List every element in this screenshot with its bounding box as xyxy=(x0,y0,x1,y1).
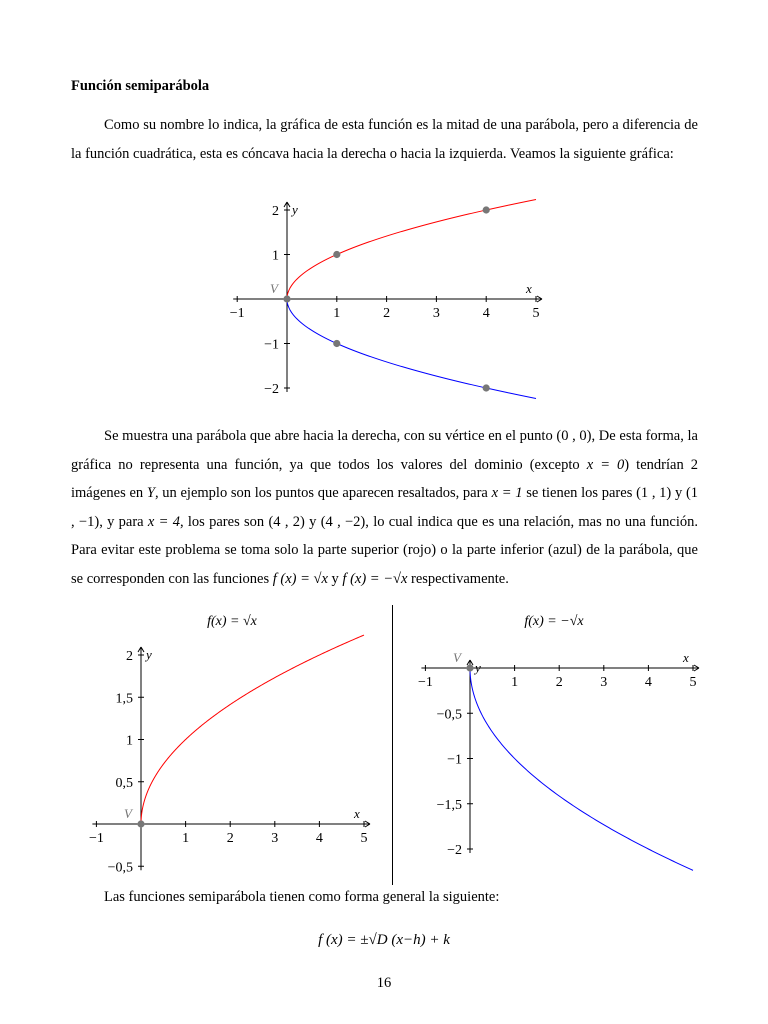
c2-ytick-label: 2 xyxy=(126,649,133,664)
c2-ytick-label: −0,5 xyxy=(107,860,133,875)
c1-point xyxy=(483,206,490,213)
c1-point xyxy=(283,295,290,302)
chart1-lower-curve xyxy=(287,299,536,399)
c2-xtick-label: 2 xyxy=(226,831,234,846)
c1-xtick-label: 3 xyxy=(432,306,440,321)
chart3-title: f(x) = −√x xyxy=(524,614,584,629)
general-form-paragraph: Las funciones semiparábola tienen como forma general la siguiente: xyxy=(104,889,500,905)
chart2-curve xyxy=(141,635,364,824)
chart3-curve xyxy=(470,668,693,870)
chart1-upper-curve xyxy=(287,199,536,299)
c2-xtick-label: 4 xyxy=(315,831,323,846)
c3-xtick-label: −1 xyxy=(417,675,433,690)
c1-ytick-label: −2 xyxy=(264,382,279,397)
c2-point xyxy=(137,820,144,827)
c3-xtick-label: 5 xyxy=(689,675,697,690)
chart3-xlabel: x xyxy=(683,650,689,665)
c3-ytick-label: −1 xyxy=(447,752,462,768)
c3-ytick-label: −2 xyxy=(447,843,462,858)
c3-xtick-label: 3 xyxy=(600,675,608,690)
page-number: 16 xyxy=(376,975,392,991)
general-formula: f (x) = ±√D (x−h) + k xyxy=(318,932,450,948)
chart2-ylabel: y xyxy=(146,647,152,662)
c1-xtick-label: 4 xyxy=(482,306,490,321)
c2-ytick-label: 1 xyxy=(126,733,133,749)
chart2-title: f(x) = √x xyxy=(207,614,257,629)
c2-xtick-label: 5 xyxy=(360,831,368,846)
c1-xtick-label: −1 xyxy=(229,306,245,321)
c3-ytick-label: −1,5 xyxy=(436,797,462,813)
c3-ytick-label: −0,5 xyxy=(436,707,462,723)
c2-xtick-label: −1 xyxy=(88,831,104,846)
c1-xtick-label: 5 xyxy=(532,306,540,321)
c2-xtick-label: 3 xyxy=(271,831,279,846)
chart3-tick-labels xyxy=(418,665,697,858)
c1-point xyxy=(483,384,490,391)
c1-point xyxy=(333,340,340,347)
c2-ytick-label: 1,5 xyxy=(115,691,133,707)
c1-xtick-label: 2 xyxy=(383,306,391,321)
intro-paragraph: Como su nombre lo indica, la gráfica de esta función es la mitad de una parábola, pero a diferencia de la función cuadrática, esta es cóncava hacia la derecha o hacia la izquierda. Veamos la siguiente gráfica: xyxy=(71,117,698,162)
chart3-vertex-label: V xyxy=(453,650,461,665)
chart3-points xyxy=(466,664,473,671)
chart1-xlabel: x xyxy=(526,281,532,296)
chart-parabola xyxy=(225,195,545,405)
explanation-paragraph: Se muestra una parábola que abre hacia la derecha, con su vértice en el punto (0 , 0), De esta forma, la gráfica no representa una función, ya que todos los valores del dominio (excepto x = 0) tendrían 2 imágenes en Y, un ejemplo son los puntos que aparecen resaltados, para x = 1 se tienen los pares (1 , 1) y (1 , −1), y para x = 4, los pares son (4 , 2) y (4 , −2), lo cual indica que es una relación, mas no una función. Para evitar este problema se toma solo la parte superior (rojo) o la parte inferior (azul) de la parábola, que se corresponden con las funciones f (x) = √x y f (x) = −√x respectivamente. xyxy=(71,428,699,587)
chart1-vertex-label: V xyxy=(270,281,278,296)
c1-xtick-label: 1 xyxy=(333,306,341,321)
chart2-vertex-label: V xyxy=(124,806,132,821)
c3-point xyxy=(466,664,473,671)
c1-point xyxy=(333,251,340,258)
c1-ytick-label: −1 xyxy=(264,337,279,353)
c3-xtick-label: 2 xyxy=(555,675,563,690)
c2-ytick-label: 0,5 xyxy=(115,775,133,791)
c2-xtick-label: 1 xyxy=(182,831,190,846)
c3-xtick-label: 1 xyxy=(511,675,519,690)
chart1-ylabel: y xyxy=(292,202,298,217)
chart2-points xyxy=(137,820,144,827)
chart2-tick-labels xyxy=(89,649,368,875)
c3-xtick-label: 4 xyxy=(644,675,652,690)
chart-negative-sqrt xyxy=(410,605,710,885)
chart1-tick-labels xyxy=(230,204,540,397)
c1-ytick-label: 1 xyxy=(272,248,279,264)
chart2-xlabel: x xyxy=(354,806,360,821)
section-heading: Función semiparábola xyxy=(71,78,210,94)
chart-sqrt xyxy=(80,605,380,875)
chart-divider xyxy=(392,605,393,885)
chart1-axes xyxy=(233,202,542,392)
chart3-ylabel: y xyxy=(475,660,481,675)
c1-ytick-label: 2 xyxy=(272,204,279,219)
